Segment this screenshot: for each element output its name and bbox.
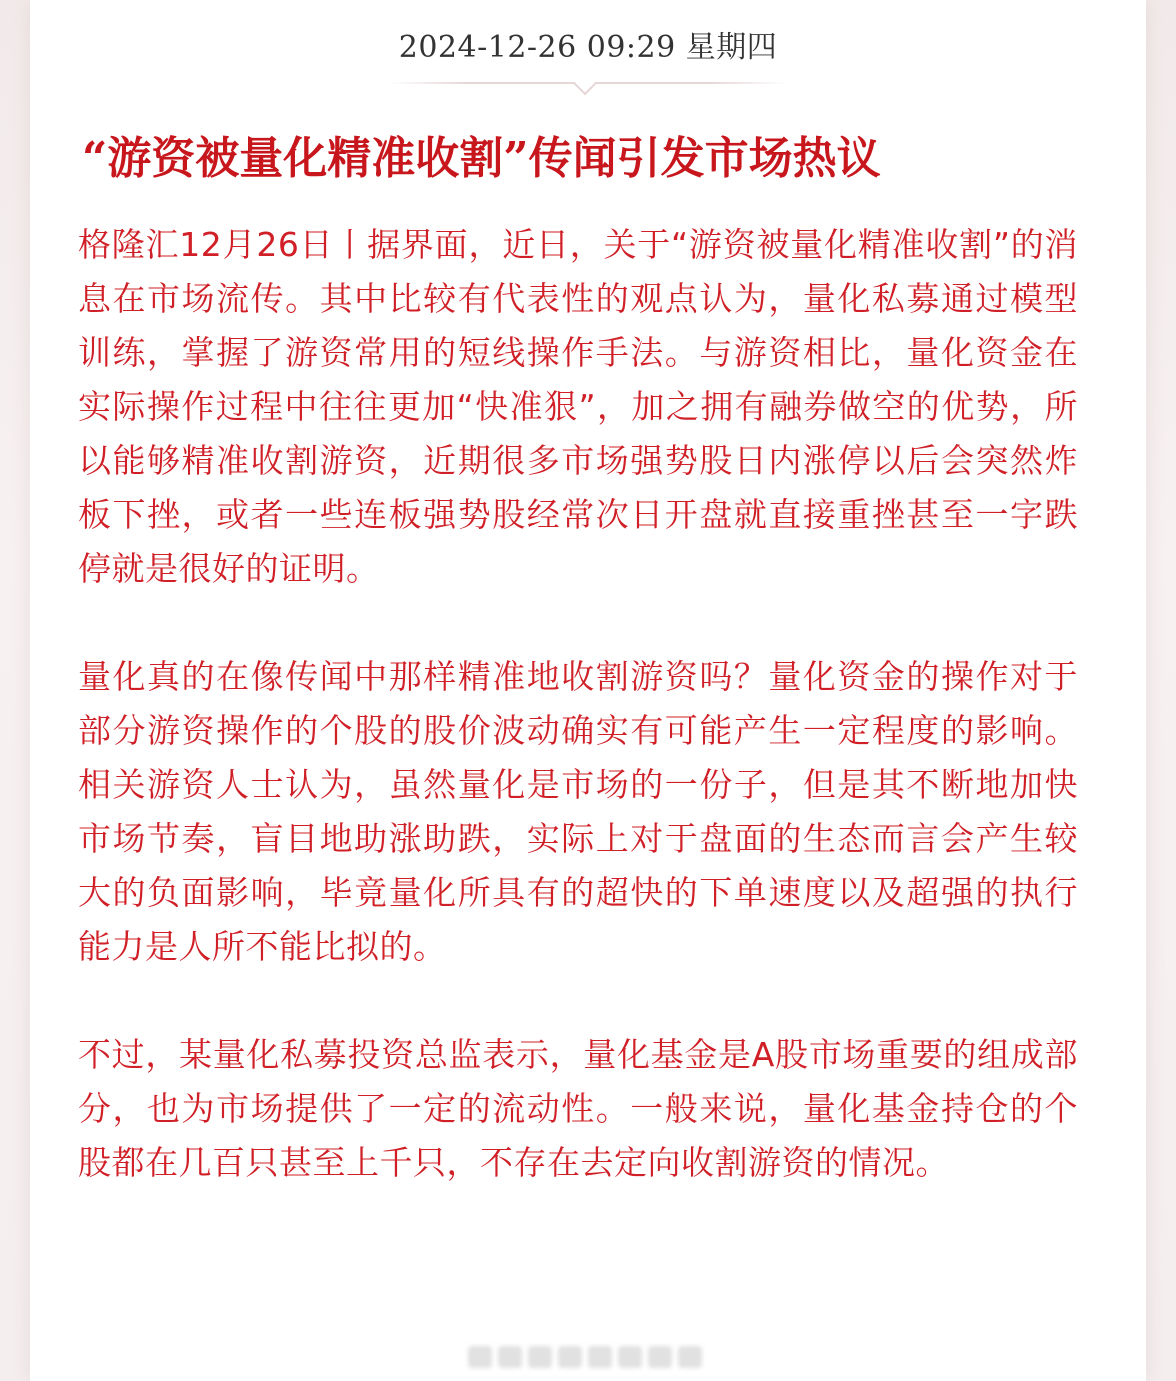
article-title: “游资被量化精准收割”传闻引发市场热议 (82, 133, 881, 184)
blurred-watermark (468, 1344, 704, 1370)
article-paragraph-2: 量化真的在像传闻中那样精准地收割游资吗？量化资金的操作对于部分游资操作的个股的股价波动确实有可能产生一定程度的影响。相关游资人士认为，虽然量化是市场的一份子，但是其不断地加快市场节奏，盲目地助涨助跌，实际上对于盘面的生态而言会产生较大的负面影响，毕竟量化所具有的超快的下单速度以及超强的执行能力是人所不能比拟的。 (78, 657, 1078, 966)
article-paragraph-1: 格隆汇12月26日丨据界面，近日，关于“游资被量化精准收割”的消息在市场流传。其中比较有代表性的观点认为，量化私募通过模型训练，掌握了游资常用的短线操作手法。与游资相比，量化资金在实际操作过程中往往更加“快准狠”，加之拥有融券做空的优势，所以能够精准收割游资，近期很多市场强势股日内涨停以后会突然炸板下挫，或者一些连板强势股经常次日开盘就直接重挫甚至一字跌停就是很好的证明。 (78, 225, 1078, 588)
publish-datetime: 2024-12-26 09:29 星期四 (398, 30, 778, 65)
article-paragraph-3: 不过，某量化私募投资总监表示，量化基金是A股市场重要的组成部分，也为市场提供了一定的流动性。一般来说，量化基金持仓的个股都在几百只甚至上千只，不存在去定向收割游资的情况。 (78, 1035, 1078, 1182)
article-body (78, 218, 1078, 1190)
